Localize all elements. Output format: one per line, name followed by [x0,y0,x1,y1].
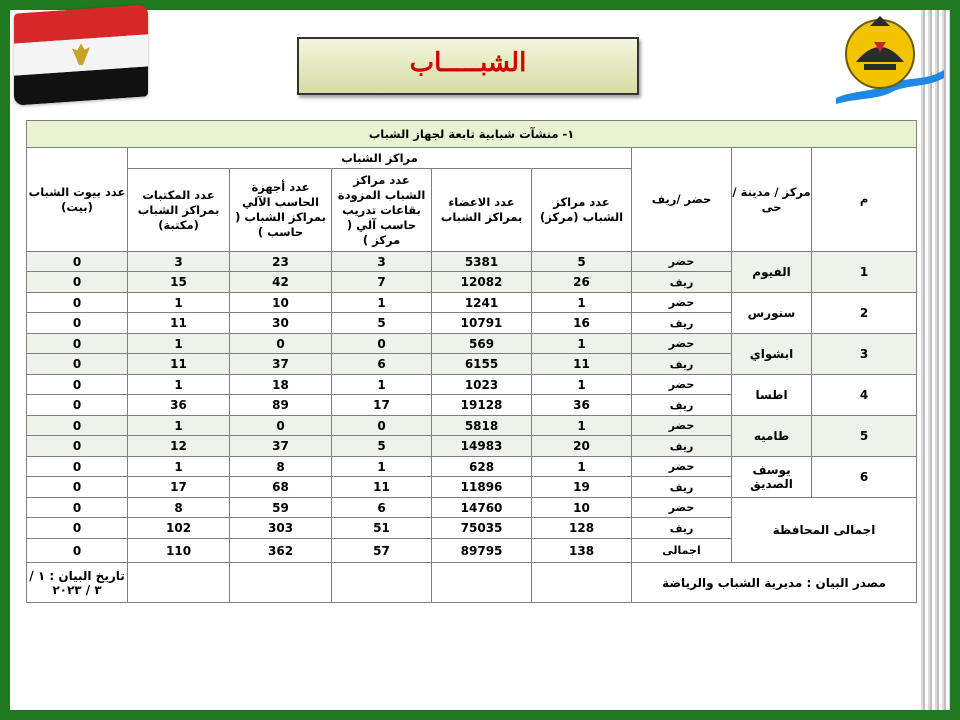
computer-centers-cell: 11 [332,477,432,498]
table-row [27,375,917,395]
type-cell: ريف [632,518,732,539]
centers-cell: 1 [532,334,632,354]
computer-centers-cell: 1 [332,457,432,477]
totals-row [27,498,917,518]
fayoum-governorate-logo [834,12,946,104]
libraries-cell: 8 [128,498,230,518]
members-cell: 1023 [432,375,532,395]
computer-centers-cell: 51 [332,518,432,539]
district-name: سنورس [732,293,812,334]
row-index: 4 [812,375,917,416]
header-members: عدد الاعضاء بمراكز الشباب [432,169,532,252]
computer-centers-cell: 57 [332,539,432,563]
computer-centers-cell: 5 [332,313,432,334]
computers-cell: 10 [230,293,332,313]
district-name: طاميه [732,416,812,457]
centers-cell: 19 [532,477,632,498]
youth-houses-cell: 0 [27,272,128,293]
type-cell: اجمالى [632,539,732,563]
type-cell: ريف [632,477,732,498]
computer-centers-cell: 6 [332,354,432,375]
centers-cell: 128 [532,518,632,539]
computers-cell: 42 [230,272,332,293]
footer-empty-cell [532,563,632,603]
egypt-flag-image [14,4,148,105]
centers-cell: 10 [532,498,632,518]
footer-empty-cell [432,563,532,603]
youth-houses-cell: 0 [27,457,128,477]
youth-houses-cell: 0 [27,477,128,498]
computers-cell: 0 [230,334,332,354]
footer-empty-cell [230,563,332,603]
footer-empty-cell [128,563,230,603]
type-cell: حضر [632,252,732,272]
computers-cell: 362 [230,539,332,563]
members-cell: 1241 [432,293,532,313]
computer-centers-cell: 6 [332,498,432,518]
computers-cell: 30 [230,313,332,334]
computers-cell: 0 [230,416,332,436]
youth-houses-cell: 0 [27,252,128,272]
footer-empty-cell [332,563,432,603]
youth-houses-cell: 0 [27,354,128,375]
table-row [27,457,917,477]
libraries-cell: 1 [128,293,230,313]
members-cell: 14983 [432,436,532,457]
libraries-cell: 1 [128,375,230,395]
computer-centers-cell: 7 [332,272,432,293]
members-cell: 628 [432,457,532,477]
libraries-cell: 3 [128,252,230,272]
header-libraries: عدد المكتبات بمراكز الشباب (مكتبة) [128,169,230,252]
computers-cell: 303 [230,518,332,539]
computer-centers-cell: 1 [332,293,432,313]
libraries-cell: 36 [128,395,230,416]
youth-houses-cell: 0 [27,293,128,313]
computers-cell: 68 [230,477,332,498]
district-name: اطسا [732,375,812,416]
libraries-cell: 12 [128,436,230,457]
members-cell: 569 [432,334,532,354]
computer-centers-cell: 3 [332,252,432,272]
centers-cell: 1 [532,375,632,395]
computers-cell: 37 [230,436,332,457]
header-type: حضر /ريف [632,148,732,252]
centers-cell: 5 [532,252,632,272]
members-cell: 14760 [432,498,532,518]
type-cell: ريف [632,272,732,293]
youth-houses-cell: 0 [27,313,128,334]
table-row [27,416,917,436]
computers-cell: 59 [230,498,332,518]
computer-centers-cell: 5 [332,436,432,457]
table-row [27,293,917,313]
header-centers: عدد مراكز الشباب (مركز) [532,169,632,252]
centers-cell: 36 [532,395,632,416]
row-index: 2 [812,293,917,334]
district-name: الفيوم [732,252,812,293]
centers-cell: 26 [532,272,632,293]
libraries-cell: 102 [128,518,230,539]
data-source: مصدر البيان : مديرية الشباب والرياضة [632,563,917,603]
members-cell: 6155 [432,354,532,375]
members-cell: 19128 [432,395,532,416]
type-cell: ريف [632,395,732,416]
centers-cell: 16 [532,313,632,334]
header-computer-centers: عدد مراكز الشباب المزودة بقاعات تدريب حاسب آلي ( مركز ) [332,169,432,252]
type-cell: حضر [632,293,732,313]
district-rows [27,252,917,498]
header-idx: م [812,148,917,252]
members-cell: 89795 [432,539,532,563]
members-cell: 5818 [432,416,532,436]
libraries-cell: 1 [128,334,230,354]
youth-houses-cell: 0 [27,498,128,518]
youth-houses-cell: 0 [27,395,128,416]
type-cell: ريف [632,436,732,457]
type-cell: حضر [632,416,732,436]
youth-houses-cell: 0 [27,416,128,436]
computers-cell: 23 [230,252,332,272]
youth-houses-cell: 0 [27,375,128,395]
row-index: 5 [812,416,917,457]
header-youth-houses: عدد بيوت الشباب (بيت) [27,148,128,252]
computers-cell: 37 [230,354,332,375]
type-cell: حضر [632,457,732,477]
libraries-cell: 1 [128,416,230,436]
centers-cell: 1 [532,293,632,313]
centers-cell: 1 [532,416,632,436]
type-cell: ريف [632,313,732,334]
libraries-cell: 15 [128,272,230,293]
page-title-box [297,37,639,95]
row-index: 3 [812,334,917,375]
data-date: تاريخ البيان : ١ /٣ / ٢٠٢٣ [27,563,128,603]
district-name: ابشواي [732,334,812,375]
computers-cell: 18 [230,375,332,395]
centers-cell: 138 [532,539,632,563]
header-computers: عدد أجهزة الحاسب الآلي بمراكز الشباب ( حاسب ) [230,169,332,252]
computers-cell: 89 [230,395,332,416]
table-title: ١- منشآت شبابية تابعة لجهاز الشباب [27,121,917,148]
page-title: الشبـــــاب [409,48,527,78]
libraries-cell: 11 [128,313,230,334]
totals-label: اجمالى المحافظة [732,498,917,563]
members-cell: 10791 [432,313,532,334]
youth-facilities-table [26,120,917,603]
type-cell: حضر [632,498,732,518]
type-cell: حضر [632,334,732,354]
members-cell: 12082 [432,272,532,293]
decorative-side-stripes [918,10,950,710]
eagle-emblem-icon [72,43,90,66]
centers-cell: 1 [532,457,632,477]
computer-centers-cell: 0 [332,416,432,436]
header-district: مركز / مدينة / حى [732,148,812,252]
row-index: 1 [812,252,917,293]
youth-houses-cell: 0 [27,539,128,563]
centers-cell: 11 [532,354,632,375]
members-cell: 75035 [432,518,532,539]
district-name: يوسف الصديق [732,457,812,498]
table-row [27,334,917,354]
table-row [27,252,917,272]
youth-houses-cell: 0 [27,518,128,539]
libraries-cell: 11 [128,354,230,375]
row-index: 6 [812,457,917,498]
youth-houses-cell: 0 [27,436,128,457]
computer-centers-cell: 17 [332,395,432,416]
footer-row [27,563,917,603]
members-cell: 11896 [432,477,532,498]
centers-cell: 20 [532,436,632,457]
computer-centers-cell: 0 [332,334,432,354]
youth-houses-cell: 0 [27,334,128,354]
libraries-cell: 1 [128,457,230,477]
computers-cell: 8 [230,457,332,477]
header-group-centers: مراكز الشباب [128,148,632,169]
libraries-cell: 17 [128,477,230,498]
libraries-cell: 110 [128,539,230,563]
type-cell: ريف [632,354,732,375]
members-cell: 5381 [432,252,532,272]
computer-centers-cell: 1 [332,375,432,395]
type-cell: حضر [632,375,732,395]
